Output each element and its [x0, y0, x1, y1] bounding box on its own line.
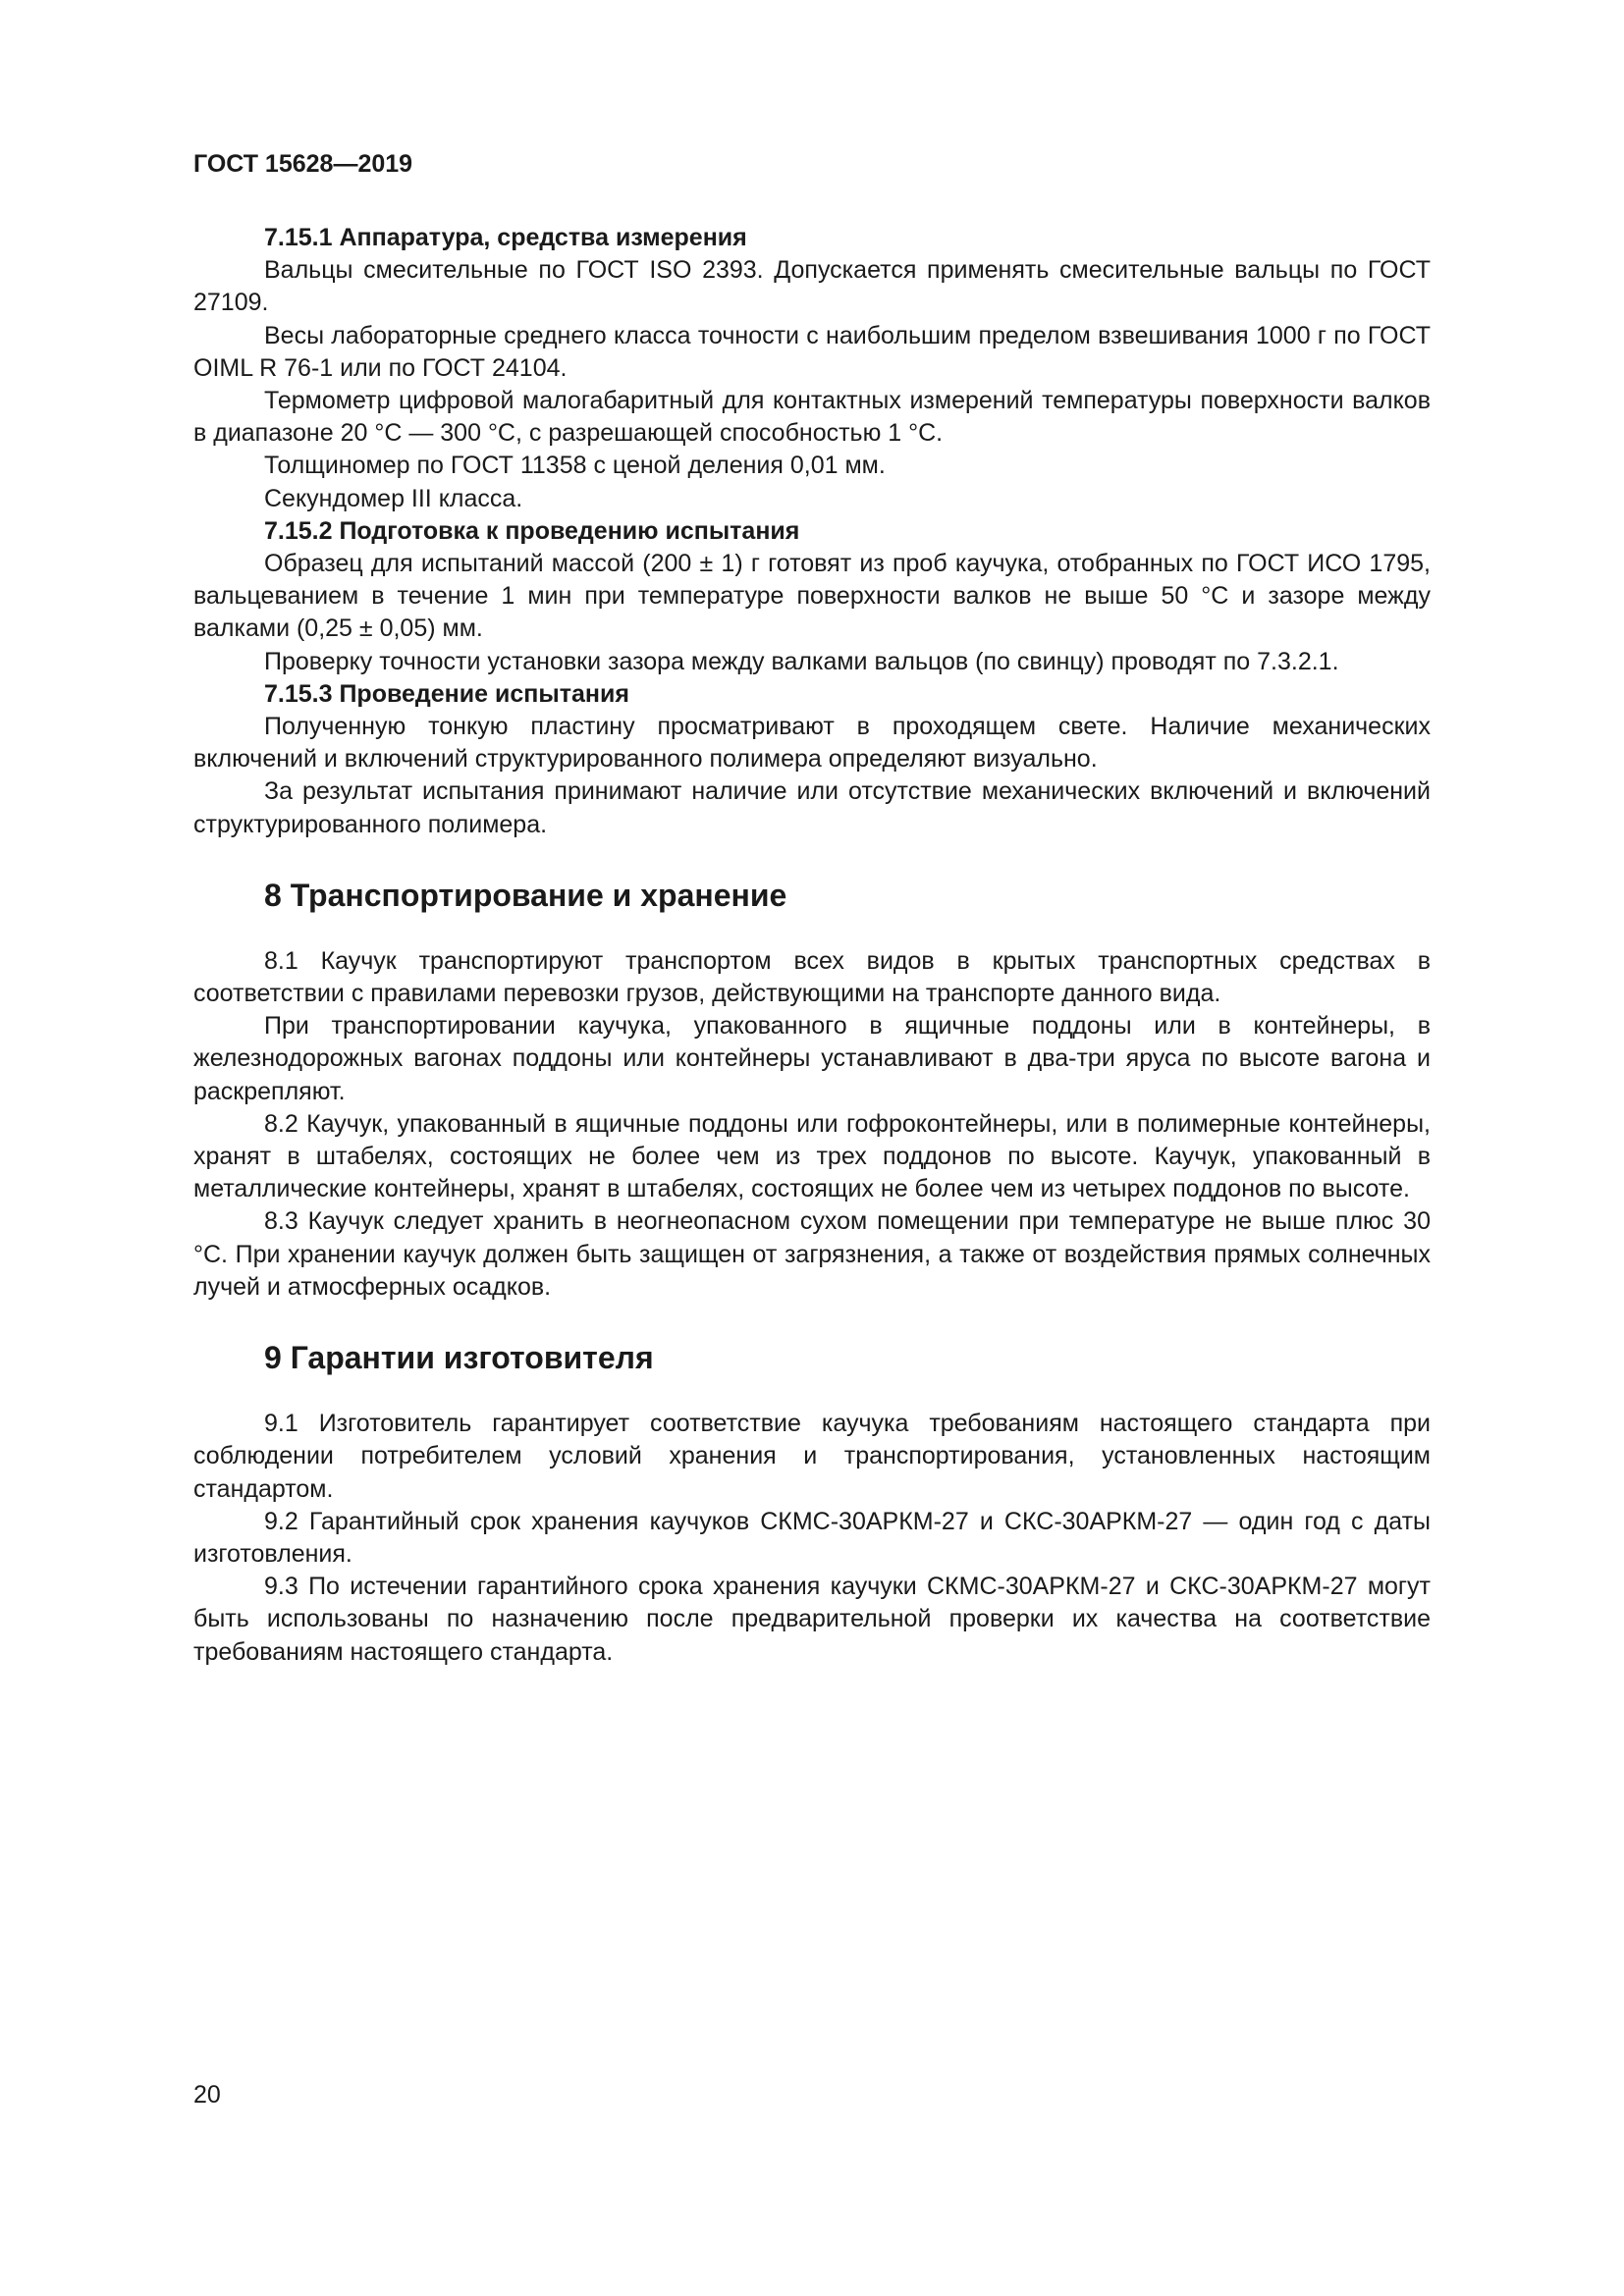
paragraph: 8.2 Каучук, упакованный в ящичные поддоны или гофроконтейнеры, или в полимерные контейнеры, хранят в штабелях, состоящих не более чем из трех поддонов по высоте. Каучук, упакованный в металлические контейнеры, хранят в штабелях, состоящих не более чем из четырех поддонов по высоте. — [193, 1109, 1431, 1203]
paragraph: Проверку точности установки зазора между валками вальцов (по свинцу) проводят по 7.3.2.1. — [264, 647, 1339, 675]
document-body — [193, 222, 1431, 1669]
document-header: ГОСТ 15628—2019 — [193, 150, 413, 178]
paragraph: За результат испытания принимают наличие или отсутствие механических включений и включений структурированного полимера. — [193, 777, 1431, 838]
paragraph: Секундомер III класса. — [264, 484, 523, 512]
paragraph: Полученную тонкую пластину просматривают в проходящем свете. Наличие механических включений и включений структурированного полимера определяют визуально. — [193, 713, 1431, 774]
section-heading: 8 Транспортирование и хранение — [264, 877, 787, 913]
paragraph: 9.1 Изготовитель гарантирует соответствие каучука требованиям настоящего стандарта при соблюдении потребителем условий хранения и транспортирования, установленных настоящим стандартом. — [193, 1410, 1431, 1503]
paragraph: При транспортировании каучука, упакованного в ящичные поддоны или в контейнеры, в железнодорожных вагонах поддоны или контейнеры устанавливают в два-три яруса по высоте вагона и раскрепляют. — [193, 1012, 1431, 1105]
paragraph: 9.3 По истечении гарантийного срока хранения каучуки СКМС-30АРКМ-27 и СКС-30АРКМ-27 могут быть использованы по назначению после предварительной проверки их качества на соответствие требованиям настоящего стандарта. — [193, 1573, 1431, 1666]
paragraph: Образец для испытаний массой (200 ± 1) г готовят из проб каучука, отобранных по ГОСТ ИСО 1795, вальцеванием в течение 1 мин при температуре поверхности валков не выше 50 °С и зазоре между валками (0,25 ± 0,05) мм. — [193, 550, 1431, 643]
paragraph: 9.2 Гарантийный срок хранения каучуков СКМС-30АРКМ-27 и СКС-30АРКМ-27 — один год с даты изготовления. — [193, 1507, 1431, 1568]
paragraph: 8.3 Каучук следует хранить в неогнеопасном сухом помещении при температуре не выше плюс 30 °С. При хранении каучук должен быть защищен от загрязнения, а также от воздействия прямых солнечных лучей и атмосферных осадков. — [193, 1207, 1431, 1301]
subsection-heading: 7.15.2 Подготовка к проведению испытания — [264, 516, 800, 545]
paragraph: Термометр цифровой малогабаритный для контактных измерений температуры поверхности валков в диапазоне 20 °С — 300 °С, с разрешающей способностью 1 °С. — [193, 387, 1431, 448]
section-heading: 9 Гарантии изготовителя — [264, 1340, 654, 1376]
subsection-heading: 7.15.3 Проведение испытания — [264, 679, 629, 708]
paragraph: Весы лабораторные среднего класса точности с наибольшим пределом взвешивания 1000 г по ГОСТ OIML R 76-1 или по ГОСТ 24104. — [193, 321, 1431, 382]
subsection-heading: 7.15.1 Аппаратура, средства измерения — [264, 224, 747, 251]
paragraph: 8.1 Каучук транспортируют транспортом всех видов в крытых транспортных средствах в соответствии с правилами перевозки грузов, действующими на транспорте данного вида. — [193, 946, 1431, 1008]
paragraph: Толщиномер по ГОСТ 11358 с ценой деления 0,01 мм. — [264, 452, 886, 480]
page-number: 20 — [193, 2081, 221, 2109]
paragraph: Вальцы смесительные по ГОСТ ISO 2393. Допускается применять смесительные вальцы по ГОСТ 27109. — [193, 256, 1431, 317]
